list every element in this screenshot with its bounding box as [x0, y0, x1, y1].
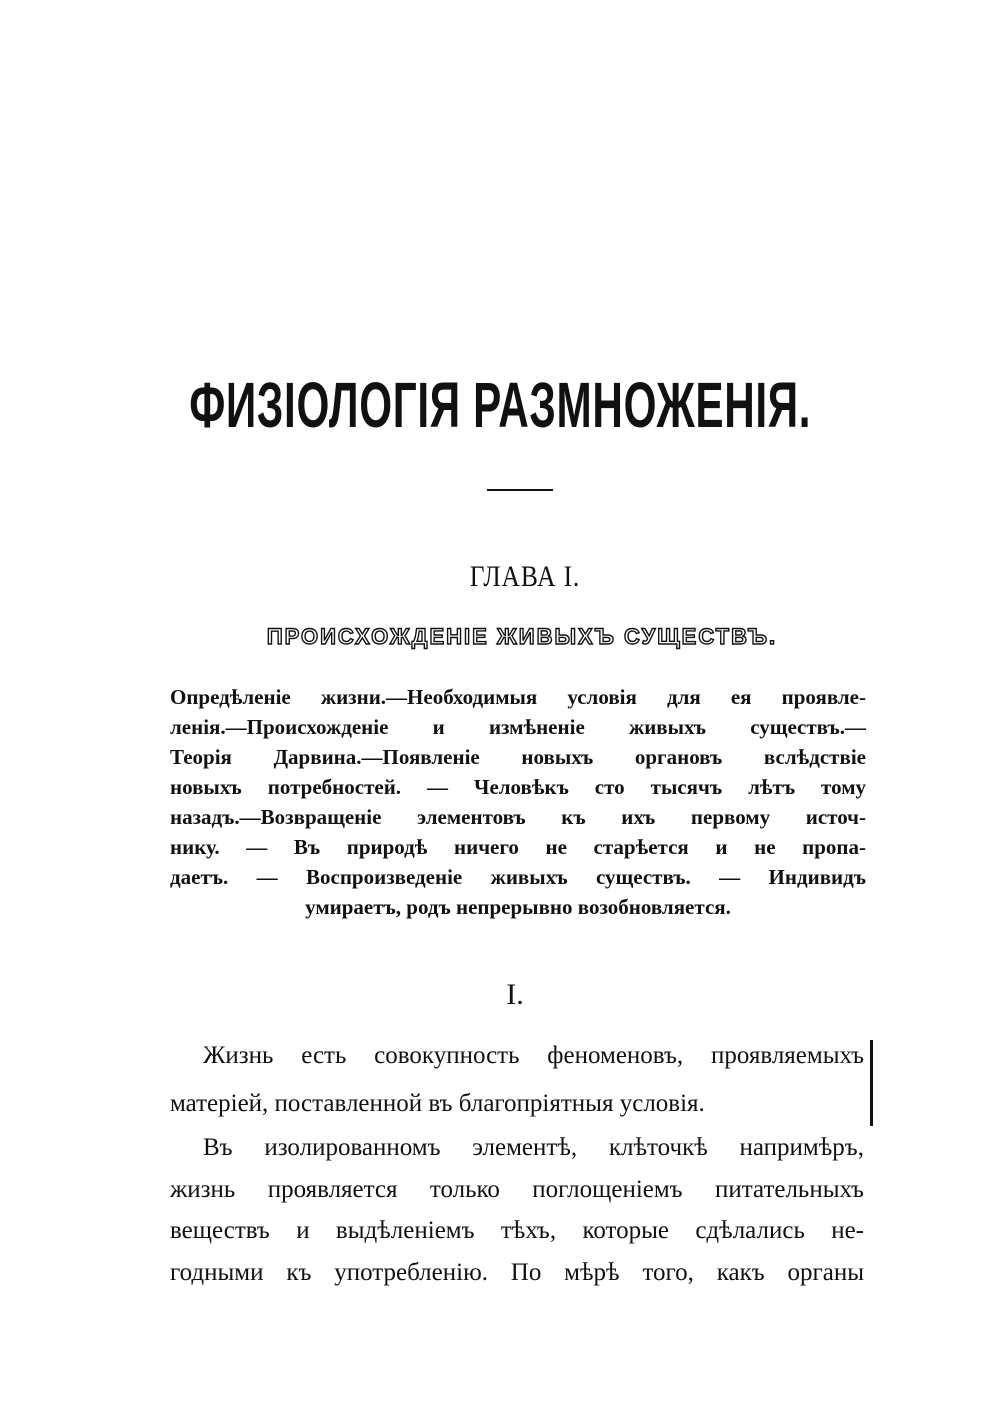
divider-rule: [487, 489, 553, 491]
body-line: матеріей, поставленной въ благопріятныя условія.: [170, 1090, 705, 1117]
body-line: веществъ и выдѣленіемъ тѣхъ, которые сдѣлались не-: [170, 1217, 864, 1244]
summary-line: умираетъ, родъ непрерывно возобновляется.: [305, 895, 731, 919]
chapter-title: ПРОИСХОЖДЕНІЕ ЖИВЫХЪ СУЩЕСТВЪ.: [266, 624, 778, 649]
summary-line: даетъ. — Воспроизведеніе живыхъ существъ. — Индивидъ: [170, 865, 866, 889]
book-title-text: ФИЗІОЛОГІЯ РАЗМНОЖЕНІЯ.: [189, 369, 811, 441]
body-line: Жизнь есть совокупность феноменовъ, проявляемыхъ: [203, 1042, 864, 1069]
summary-line: ленія.—Происхожденіе и измѣненіе живыхъ существъ.—: [170, 715, 866, 739]
body-line: жизнь проявляется только поглощеніемъ питательныхъ: [170, 1176, 864, 1203]
book-title: [0, 368, 1000, 442]
margin-mark: [870, 1040, 873, 1126]
chapter-heading: [0, 560, 1000, 594]
body-line: годными къ употребленію. По мѣрѣ того, какъ органы: [170, 1259, 864, 1286]
chapter-heading-text: ГЛАВА I.: [469, 560, 581, 593]
summary-line: нику. — Въ природѣ ничего не старѣется и не пропа-: [170, 835, 866, 859]
body-line: Въ изолированномъ элементѣ, клѣточкѣ напримѣръ,: [203, 1134, 864, 1161]
section-number: I.: [506, 978, 524, 1011]
summary-line: назадъ.—Возвращеніе элементовъ къ ихъ первому источ-: [170, 805, 866, 829]
summary-line: Опредѣленіе жизни.—Необходимыя условія для ея проявле-: [170, 685, 866, 709]
summary-line: новыхъ потребностей. — Человѣкъ сто тысячъ лѣтъ тому: [170, 775, 866, 799]
summary-line: Теорія Дарвина.—Появленіе новыхъ органовъ вслѣдствіе: [170, 745, 866, 769]
